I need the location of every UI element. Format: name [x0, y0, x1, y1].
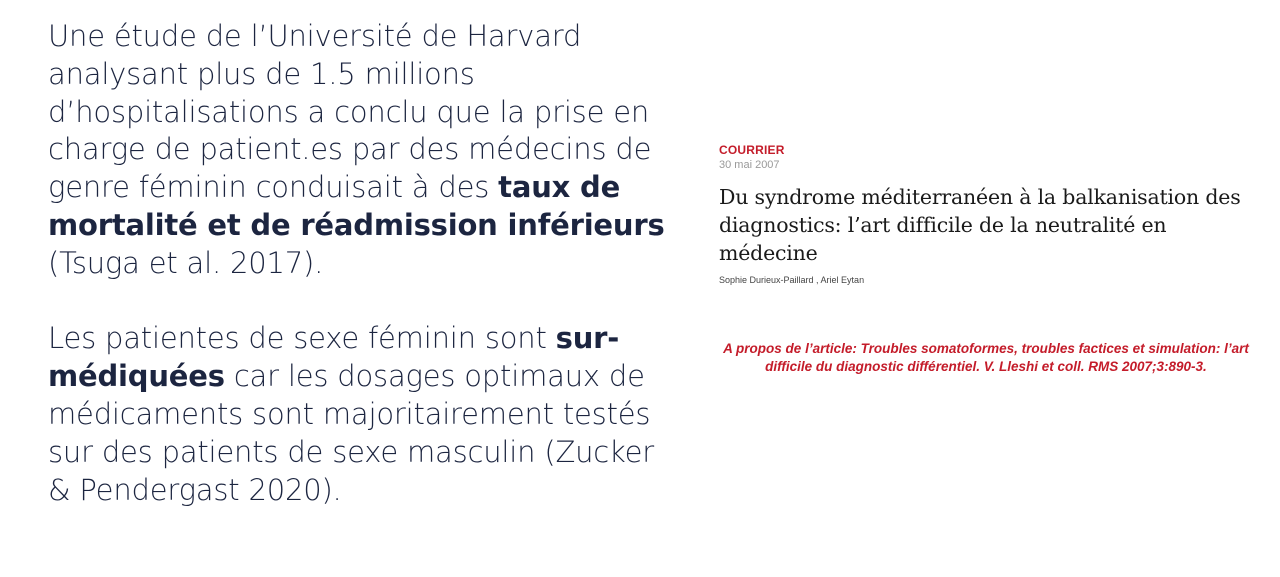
- main-text-block: [48, 18, 678, 509]
- paragraph-harvard-study: [48, 18, 678, 283]
- paragraph-1-citation: (Tsuga et al. 2017).: [48, 245, 324, 280]
- paragraph-1-emphasis: taux de mortalité et de réadmission inférieurs: [48, 170, 665, 242]
- article-title: Du syndrome méditerranéen à la balkanisation des diagnostics: l’art difficile de la neutralité en médecine: [719, 185, 1241, 265]
- paragraph-2-citation: car les dosages optimaux de médicaments sont majoritairement testés sur des patients de sexe masculin (Zucker & Pendergast 2020).: [48, 359, 654, 507]
- paragraph-1-text: Une étude de l’Université de Harvard analysant plus de 1.5 millions d’hospitalisations a conclu que la prise en charge de patient.es par des médecins de genre féminin conduisait à des: [48, 19, 652, 205]
- article-authors: Sophie Durieux-Paillard , Ariel Eytan: [719, 275, 865, 285]
- article-reference-note: A propos de l’article: Troubles somatoformes, troubles factices et simulation: l’art difficile du diagnostic différentiel. V. Lleshi et coll. RMS 2007;3:890-3.: [723, 341, 1249, 374]
- paragraph-2-text: Les patientes de sexe féminin sont: [48, 321, 556, 356]
- article-section-tag: COURRIER: [719, 143, 785, 157]
- paragraph-overmedication: [48, 320, 678, 509]
- paragraph-2-emphasis: sur-médiquées: [48, 321, 620, 394]
- article-date: 30 mai 2007: [719, 159, 780, 171]
- article-card: [719, 143, 1259, 286]
- paragraph-gap: [48, 283, 678, 321]
